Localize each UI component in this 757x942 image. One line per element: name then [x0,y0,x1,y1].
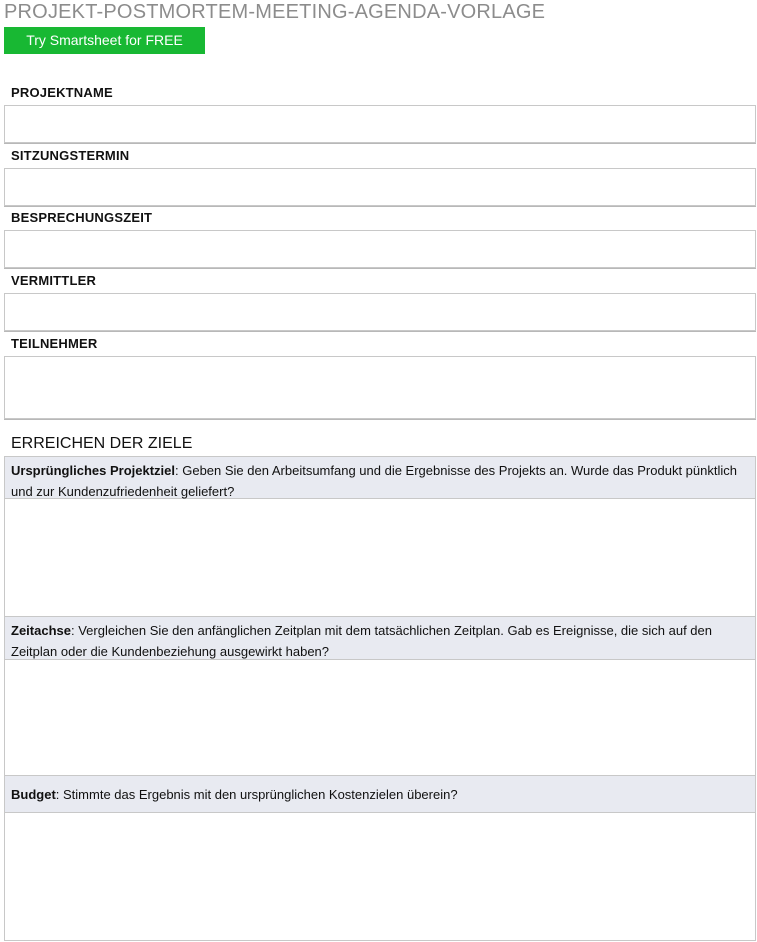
goal-answer-projektziel[interactable] [5,499,755,615]
field-label-projektname: PROJEKTNAME [11,85,113,100]
field-input-vermittler[interactable] [4,293,756,331]
goal-title-projektziel: Ursprüngliches Projektziel [11,463,175,478]
field-input-sitzungstermin[interactable] [4,168,756,206]
goal-answer-budget[interactable] [5,813,755,939]
field-label-teilnehmer: TEILNEHMER [11,336,98,351]
goal-answer-zeitachse[interactable] [5,660,755,774]
goal-prompt-budget [5,776,755,813]
goal-text-zeitachse: : Vergleichen Sie den anfänglichen Zeitplan mit dem tatsächlichen Zeitplan. Gab es Ereignisse, die sich auf den Zeitplan oder die Kundenbeziehung ausgewirkt haben? [11,623,712,659]
goal-title-budget: Budget [11,787,56,802]
section-heading-erreichen-der-ziele: ERREICHEN DER ZIELE [11,435,193,452]
goal-prompt-zeitachse [5,617,755,660]
page-title: PROJEKT-POSTMORTEM-MEETING-AGENDA-VORLAGE [4,1,546,23]
field-label-besprechungszeit: BESPRECHUNGSZEIT [11,210,153,225]
goal-text-budget: : Stimmte das Ergebnis mit den ursprünglichen Kostenzielen überein? [55,787,458,802]
field-input-teilnehmer[interactable] [4,356,756,419]
field-input-projektname[interactable] [4,105,756,143]
goal-prompt-projektziel [5,457,755,499]
goal-block-budget [4,775,756,941]
field-label-vermittler: VERMITTLER [11,273,97,288]
try-smartsheet-button[interactable]: Try Smartsheet for FREE [4,27,205,54]
goal-block-projektziel [4,456,756,617]
goal-title-zeitachse: Zeitachse [11,623,71,638]
goal-text-projektziel: : Geben Sie den Arbeitsumfang und die Ergebnisse des Projekts an. Wurde das Produkt pünktlich und zur Kundenzufriedenheit geliefert? [11,463,737,499]
goal-block-zeitachse [4,616,756,776]
field-input-besprechungszeit[interactable] [4,230,756,268]
field-label-sitzungstermin: SITZUNGSTERMIN [11,148,130,163]
